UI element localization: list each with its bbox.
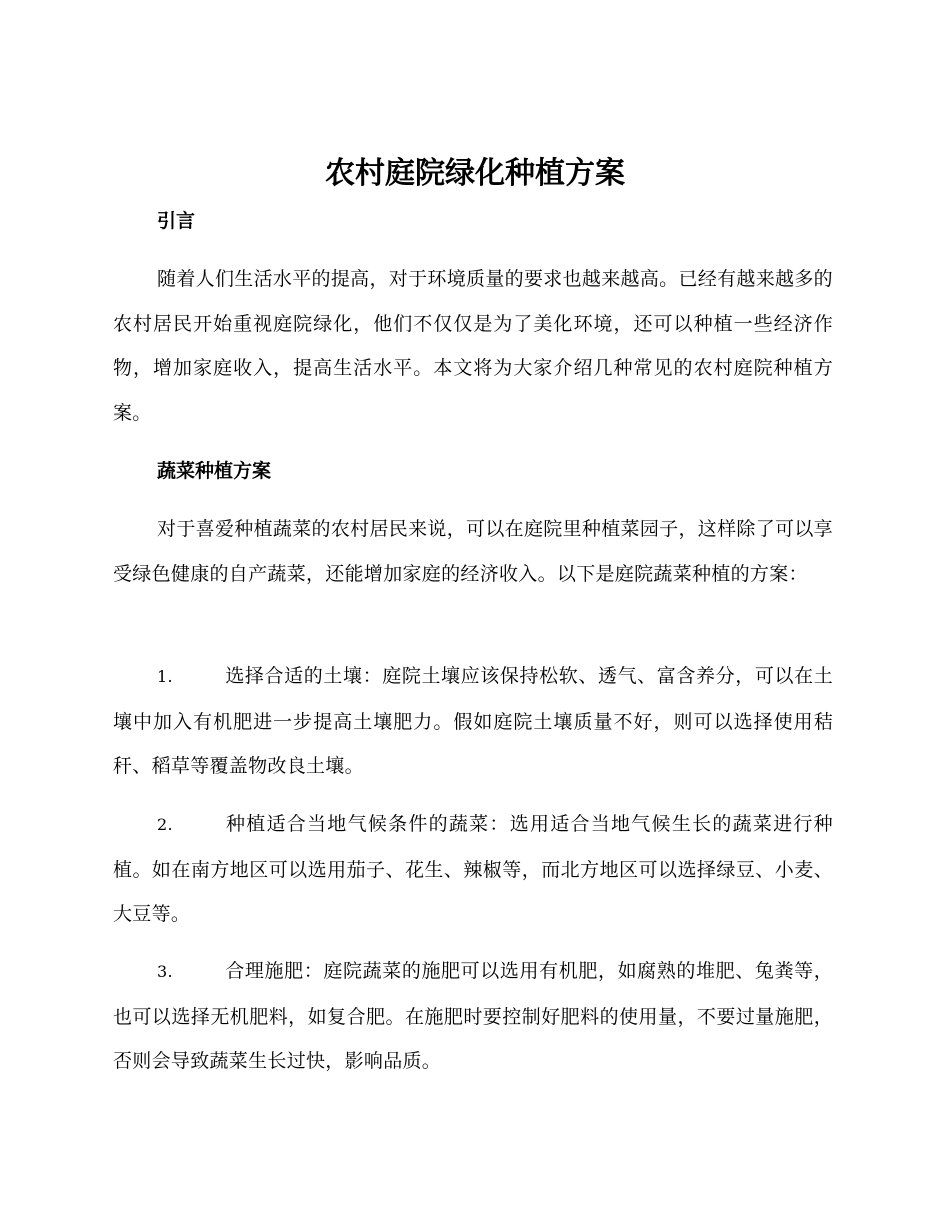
intro-paragraph: 随着人们生活水平的提高，对于环境质量的要求也越来越高。已经有越来越多的农村居民开始重视庭院绿化，他们不仅仅是为了美化环境，还可以种植一些经济作物，增加家庭收入，提高生活水平。本文将为大家介绍几种常见的农村庭院种植方案。 [113, 268, 833, 424]
intro-heading: 引言 [157, 210, 196, 232]
document-title: 农村庭院绿化种植方案 [325, 156, 625, 191]
vegetable-section-heading: 蔬菜种植方案 [157, 460, 272, 482]
list-item [113, 802, 833, 937]
list-item [113, 949, 833, 1084]
list-item [113, 654, 833, 789]
list-item-number: 2. [157, 815, 173, 834]
list-item-text: 选择合适的土壤：庭院土壤应该保持松软、透气、富含养分，可以在土壤中加入有机肥进一步提高土壤肥力。假如庭院土壤质量不好，则可以选择使用秸秆、稻草等覆盖物改良土壤。 [113, 665, 833, 777]
vegetable-intro-paragraph: 对于喜爱种植蔬菜的农村居民来说，可以在庭院里种植菜园子，这样除了可以享受绿色健康的自产蔬菜，还能增加家庭的经济收入。以下是庭院蔬菜种植的方案： [113, 518, 833, 585]
list-item-number: 3. [157, 962, 173, 981]
list-item-number: 1. [157, 667, 173, 686]
list-item-text: 合理施肥：庭院蔬菜的施肥可以选用有机肥，如腐熟的堆肥、兔粪等，也可以选择无机肥料，如复合肥。在施肥时要控制好肥料的使用量，不要过量施肥，否则会导致蔬菜生长过快，影响品质。 [113, 960, 833, 1072]
list-item-text: 种植适合当地气候条件的蔬菜：选用适合当地气候生长的蔬菜进行种植。如在南方地区可以选用茄子、花生、辣椒等，而北方地区可以选择绿豆、小麦、大豆等。 [113, 813, 833, 925]
